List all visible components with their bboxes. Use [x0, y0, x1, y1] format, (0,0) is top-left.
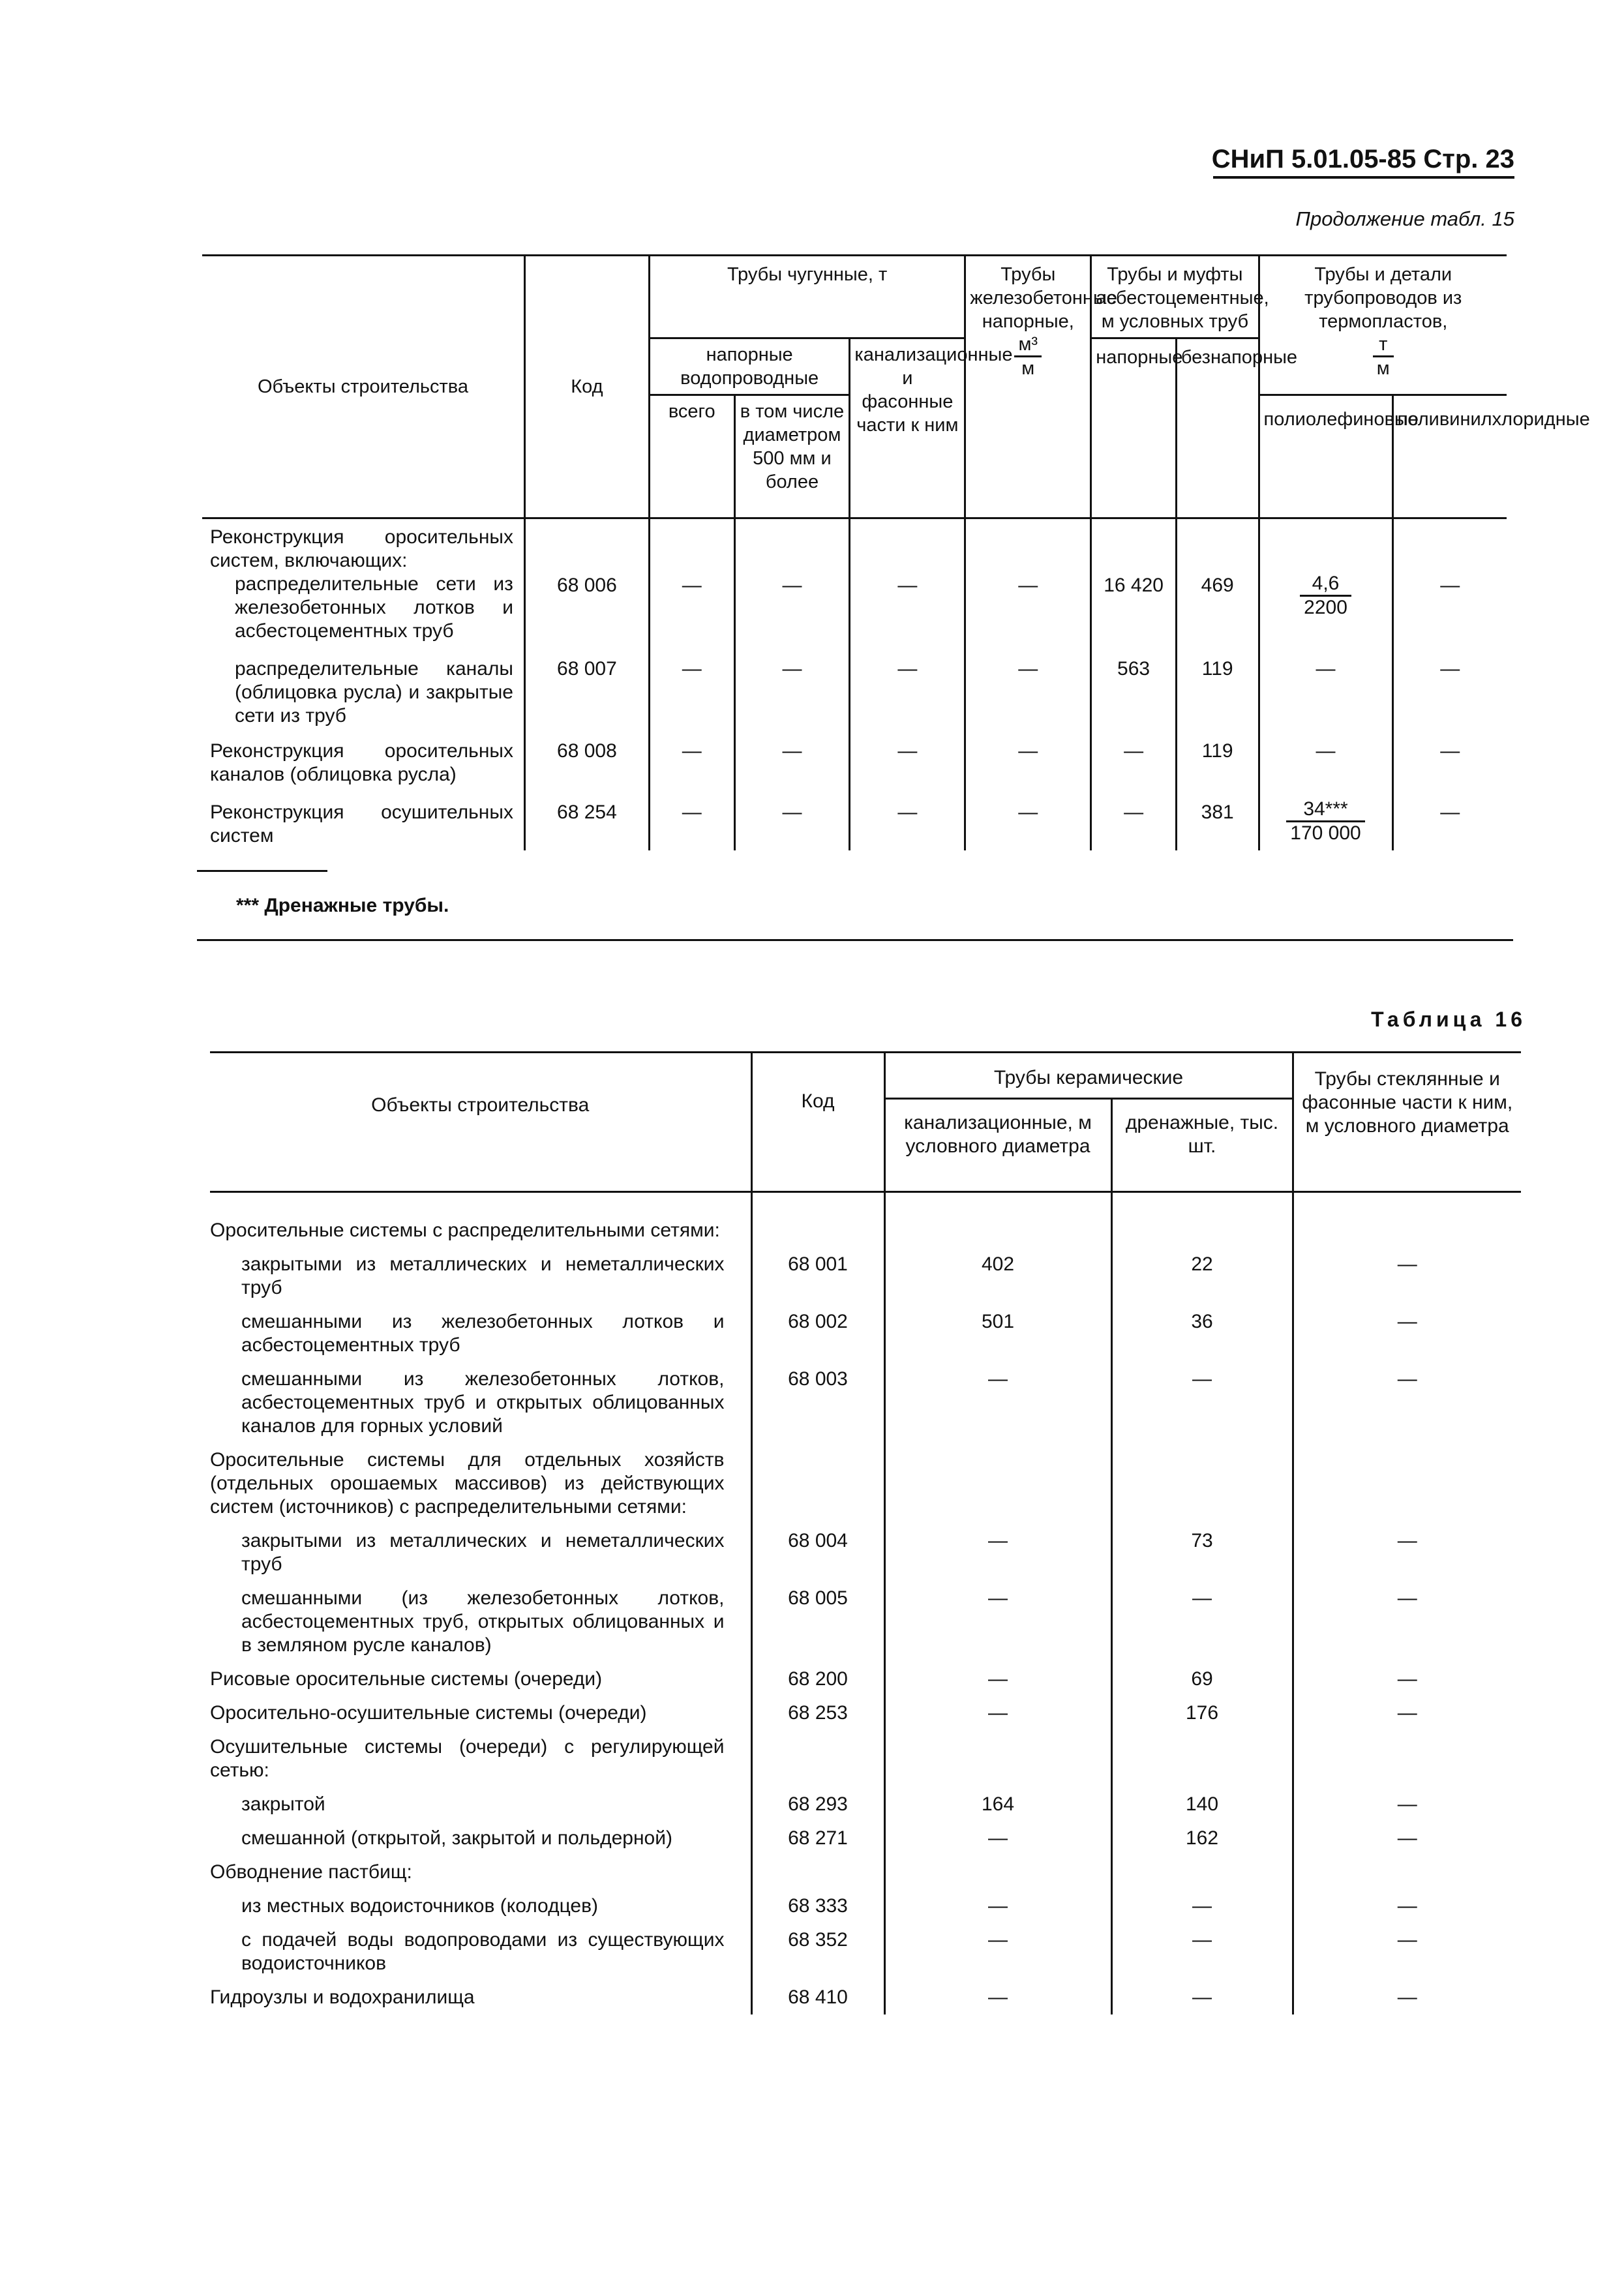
cell: 119	[1176, 655, 1259, 737]
col-objects: Объекты строительства	[371, 1094, 590, 1116]
cell-sewer	[884, 1192, 1111, 1248]
cell-drain	[1111, 1730, 1293, 1788]
cell-drain: 140	[1111, 1788, 1293, 1821]
cell-glass: —	[1293, 1889, 1521, 1923]
cell-drain	[1111, 1443, 1293, 1524]
cell: 16 420	[1091, 573, 1177, 655]
row-name: закрытой	[241, 1793, 325, 1815]
cell: —	[734, 737, 850, 798]
cell-sewer	[884, 1730, 1111, 1788]
group-cast-iron: Трубы чугунные, т	[649, 256, 965, 338]
thermoplastic-unit: $\frac{т}{м}$	[1373, 333, 1394, 380]
cell-glass: —	[1293, 1305, 1521, 1362]
cell-sewer: —	[884, 1923, 1111, 1981]
cell-fraction: $\frac{4,6}{2200}$	[1259, 573, 1392, 655]
continuation-note: Продолжение табл. 15	[1295, 207, 1514, 230]
group-thermoplastic-label: Трубы и детали трубопроводов из термопластов,	[1304, 264, 1462, 332]
row-name: Оросительные системы для отдельных хозяйств (отдельных орошаемых массивов) из действующих систем (источников) с распределительными сетями:	[210, 1449, 725, 1518]
row-name: Реконструкция осушительных систем	[210, 801, 513, 846]
table-row	[202, 573, 1507, 655]
table-row	[210, 1305, 1521, 1362]
cell-drain: —	[1111, 1362, 1293, 1443]
group-ceramic: Трубы керамические	[884, 1053, 1293, 1099]
cell-fraction: $\frac{34***}{170 000}$	[1259, 798, 1392, 850]
cell-sewer: —	[884, 1662, 1111, 1696]
row-code: 68 410	[751, 1981, 884, 2014]
cell: —	[1392, 798, 1507, 850]
cell-glass: —	[1293, 1821, 1521, 1855]
cell: —	[850, 573, 965, 655]
group-asbestos: Трубы и муфты асбестоцементные, м условных труб	[1091, 256, 1259, 338]
col-glass: Трубы стеклянные и фасонные части к ним, м условного диаметра	[1293, 1053, 1521, 1192]
col-objects: Объекты строительства	[257, 376, 468, 397]
row-name: Реконструкция оросительных каналов (облицовка русла)	[210, 740, 513, 785]
cell-glass	[1293, 1192, 1521, 1248]
cell: —	[1091, 798, 1177, 850]
col-total: всего	[649, 395, 734, 518]
cell-drain: 162	[1111, 1821, 1293, 1855]
table-row	[210, 1248, 1521, 1305]
row-name: Оросительные системы с распределительными сетями:	[210, 1220, 720, 1241]
row-name: закрытыми из металлических и неметаллических труб	[241, 1253, 725, 1298]
cell: —	[1091, 737, 1177, 798]
cell-drain	[1111, 1192, 1293, 1248]
row-name: смешанными из железобетонных лотков, асбестоцементных труб и открытых облицованных каналов для горных условий	[241, 1368, 725, 1437]
cell-sewer: —	[884, 1889, 1111, 1923]
table-row	[210, 1662, 1521, 1696]
table-row	[202, 798, 1507, 850]
table-row	[202, 737, 1507, 798]
table-16-title: Таблица 16	[1371, 1008, 1526, 1031]
row-code: 68 293	[751, 1788, 884, 1821]
row-name: смешанными из железобетонных лотков и асбестоцементных труб	[241, 1311, 725, 1356]
row-name: смешанной (открытой, закрытой и польдерной)	[241, 1827, 672, 1849]
col-asbestos-nonpressure: безнапорные	[1176, 338, 1259, 518]
col-code: Код	[524, 256, 649, 518]
col-pvc: поливинилхлоридные	[1392, 395, 1507, 518]
cell-glass	[1293, 1443, 1521, 1524]
cell-drain: 69	[1111, 1662, 1293, 1696]
cell-sewer: 402	[884, 1248, 1111, 1305]
row-code: 68 003	[751, 1362, 884, 1443]
row-code: 68 253	[751, 1696, 884, 1730]
cell-drain: 36	[1111, 1305, 1293, 1362]
row-code: 68 004	[751, 1524, 884, 1581]
col-sewer-fittings: канализационные и фасонные части к ним	[850, 338, 965, 518]
cell-glass: —	[1293, 1981, 1521, 2014]
table-15	[202, 254, 1590, 850]
col-concrete-label: Трубы железобетонные напорные,	[970, 264, 1117, 332]
cell-glass: —	[1293, 1248, 1521, 1305]
row-code: 68 005	[751, 1581, 884, 1662]
cell-sewer: —	[884, 1581, 1111, 1662]
cell: —	[1392, 655, 1507, 737]
cell-drain: —	[1111, 1981, 1293, 2014]
row-code	[751, 1192, 884, 1248]
row-code	[751, 1730, 884, 1788]
cell-sewer	[884, 1855, 1111, 1889]
page-header: СНиП 5.01.05-85 Стр. 23	[1211, 145, 1514, 173]
cell-drain: —	[1111, 1923, 1293, 1981]
table-row	[210, 1889, 1521, 1923]
table-row	[210, 1192, 1521, 1248]
row-code: 68 271	[751, 1821, 884, 1855]
group-row-label: Реконструкция оросительных систем, включающих:	[210, 526, 513, 571]
row-name: Оросительно-осушительные системы (очереди)	[210, 1702, 647, 1724]
row-name: Осушительные системы (очереди) с регулирующей сетью:	[210, 1736, 725, 1781]
cell-drain: —	[1111, 1889, 1293, 1923]
cell-glass	[1293, 1855, 1521, 1889]
row-name: Рисовые оросительные системы (очереди)	[210, 1668, 603, 1690]
row-code: 68 001	[751, 1248, 884, 1305]
cell-sewer: —	[884, 1524, 1111, 1581]
cell: —	[965, 798, 1091, 850]
cell-sewer: 164	[884, 1788, 1111, 1821]
table-row	[202, 655, 1507, 737]
cell: —	[850, 798, 965, 850]
cell: —	[965, 737, 1091, 798]
cell-glass: —	[1293, 1362, 1521, 1443]
cell-glass: —	[1293, 1581, 1521, 1662]
cell-sewer: 501	[884, 1305, 1111, 1362]
cell-glass: —	[1293, 1662, 1521, 1696]
cell-drain: 176	[1111, 1696, 1293, 1730]
cell-glass: —	[1293, 1788, 1521, 1821]
row-name: Обводнение пастбищ:	[210, 1861, 412, 1883]
col-ceramic-drain: дренажные, тыс. шт.	[1111, 1099, 1293, 1192]
cell-sewer: —	[884, 1821, 1111, 1855]
row-name: распределительные сети из железобетонных лотков и асбестоцементных труб	[235, 573, 513, 642]
cell-drain: 73	[1111, 1524, 1293, 1581]
table-row	[210, 1730, 1521, 1788]
table-row	[210, 1524, 1521, 1581]
table-row	[210, 1981, 1521, 2014]
section-divider	[197, 939, 1513, 941]
cell-glass: —	[1293, 1696, 1521, 1730]
cell-glass	[1293, 1730, 1521, 1788]
row-code	[751, 1443, 884, 1524]
cell: 563	[1091, 655, 1177, 737]
concrete-unit: $\frac{\text{м³}}{м}$	[1014, 333, 1042, 380]
group-pressure-water: напорные водопроводные	[649, 338, 850, 395]
cell-sewer: —	[884, 1696, 1111, 1730]
row-code: 68 008	[524, 737, 649, 798]
cell: —	[850, 655, 965, 737]
row-code: 68 006	[524, 573, 649, 655]
table-row	[210, 1821, 1521, 1855]
header-underline	[1213, 176, 1514, 179]
row-name: из местных водоисточников (колодцев)	[241, 1895, 599, 1917]
row-code: 68 007	[524, 655, 649, 737]
table-row	[210, 1362, 1521, 1443]
cell-sewer: —	[884, 1981, 1111, 2014]
cell: —	[1259, 655, 1392, 737]
col-asbestos-pressure: напорные	[1091, 338, 1177, 518]
row-code	[751, 1855, 884, 1889]
table-row	[210, 1443, 1521, 1524]
row-name: закрытыми из металлических и неметаллических труб	[241, 1530, 725, 1575]
footnote: *** Дренажные трубы.	[236, 895, 449, 916]
group-thermoplastic	[1259, 256, 1507, 395]
row-code: 68 333	[751, 1889, 884, 1923]
cell-sewer	[884, 1443, 1111, 1524]
table-row	[210, 1788, 1521, 1821]
cell: —	[734, 798, 850, 850]
row-name: распределительные каналы (облицовка русла) и закрытые сети из труб	[235, 658, 513, 726]
cell: 469	[1176, 573, 1259, 655]
table-row	[210, 1581, 1521, 1662]
col-ceramic-sewer: канализационные, м условного диаметра	[884, 1099, 1111, 1192]
cell: —	[649, 655, 734, 737]
table-row	[210, 1855, 1521, 1889]
table-16	[210, 1051, 1521, 2014]
row-name: смешанными (из железобетонных лотков, асбестоцементных труб, открытых облицованных и в земляном русле каналов)	[241, 1587, 725, 1656]
cell: —	[850, 737, 965, 798]
cell: —	[649, 573, 734, 655]
col-code: Код	[751, 1053, 884, 1192]
table-row	[202, 518, 1507, 573]
footnote-rule	[197, 870, 327, 872]
cell: —	[1392, 573, 1507, 655]
row-code: 68 200	[751, 1662, 884, 1696]
table-row	[210, 1696, 1521, 1730]
cell: —	[965, 655, 1091, 737]
row-name: Гидроузлы и водохранилища	[210, 1986, 475, 2008]
cell-glass: —	[1293, 1923, 1521, 1981]
cell: —	[965, 573, 1091, 655]
cell: —	[649, 737, 734, 798]
cell: 381	[1176, 798, 1259, 850]
cell: 119	[1176, 737, 1259, 798]
row-code: 68 254	[524, 798, 649, 850]
cell: —	[1392, 737, 1507, 798]
cell: —	[1259, 737, 1392, 798]
cell-glass: —	[1293, 1524, 1521, 1581]
row-code: 68 352	[751, 1923, 884, 1981]
col-concrete-pipes	[965, 256, 1117, 518]
col-diam-500: в том числе диаметром 500 мм и более	[734, 395, 850, 518]
row-name: с подачей воды водопроводами из существующих водоисточников	[241, 1929, 725, 1974]
cell: —	[734, 655, 850, 737]
col-polyolefin: полиолефиновые	[1259, 395, 1392, 518]
cell-drain: 22	[1111, 1248, 1293, 1305]
table-row	[210, 1923, 1521, 1981]
cell-drain	[1111, 1855, 1293, 1889]
cell: —	[734, 573, 850, 655]
cell-drain: —	[1111, 1581, 1293, 1662]
row-code: 68 002	[751, 1305, 884, 1362]
cell-sewer: —	[884, 1362, 1111, 1443]
cell: —	[649, 798, 734, 850]
